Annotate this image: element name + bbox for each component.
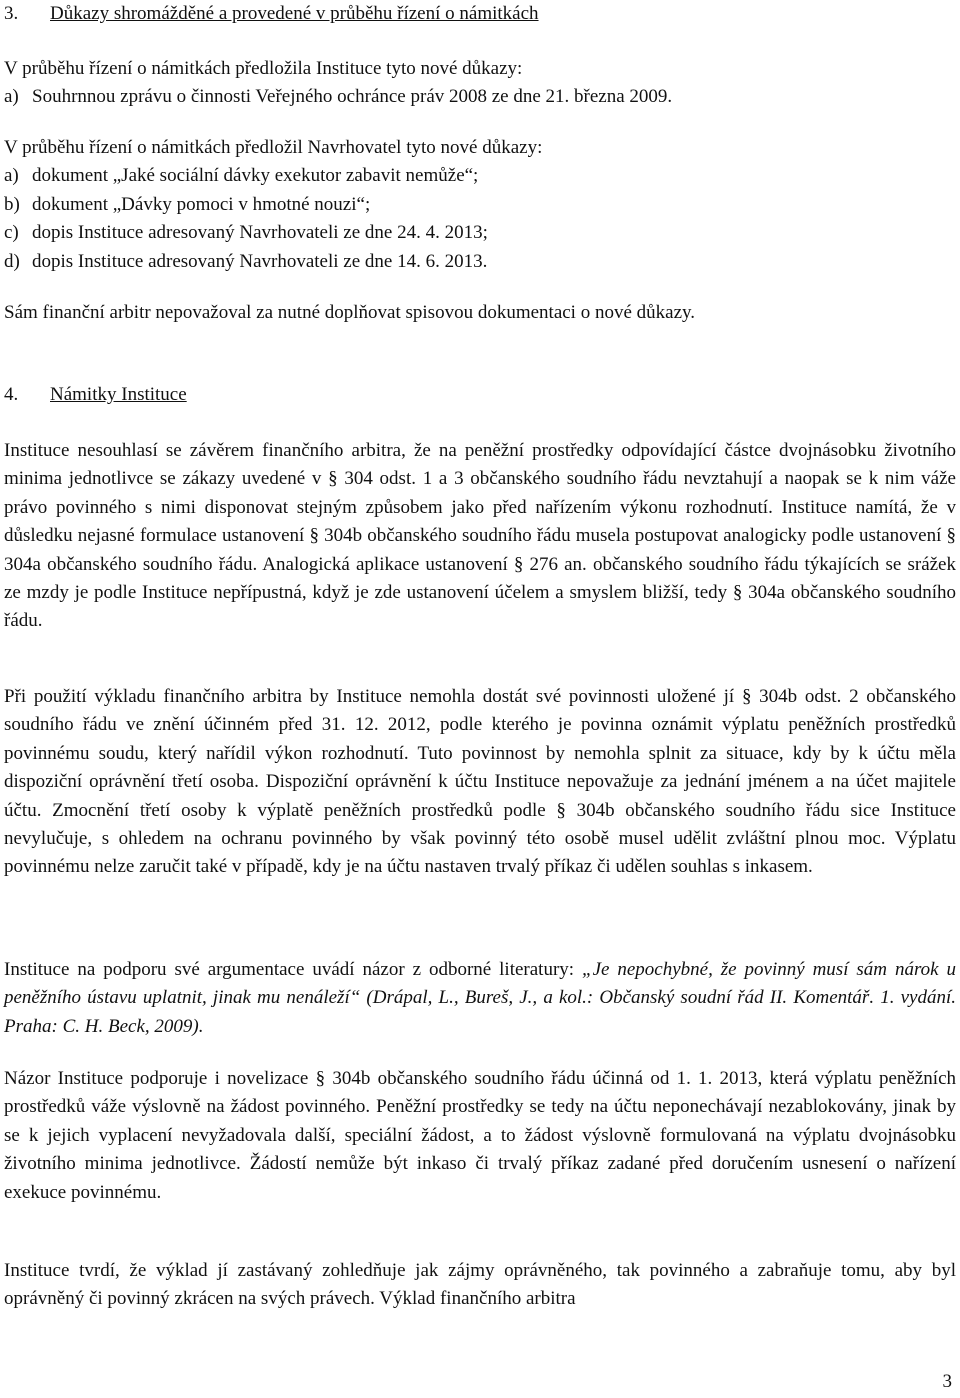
list-text: dopis Instituce adresovaný Navrhovateli ze dne 24. 4. 2013; bbox=[32, 222, 488, 244]
section-4-heading bbox=[4, 381, 187, 409]
literature-lead: Instituce na podporu své argumentace uvádí názor z odborné literatury: bbox=[4, 959, 582, 980]
section-3-number: 3. bbox=[4, 3, 19, 24]
claimant-evidence-item bbox=[4, 248, 956, 276]
section-4-number: 4. bbox=[4, 384, 19, 405]
list-marker: c) bbox=[4, 222, 19, 244]
page-number: 3 bbox=[942, 1370, 952, 1392]
arbiter-note: Sám finanční arbitr nepovažoval za nutné doplňovat spisovou dokumentaci o nové důkazy. bbox=[4, 302, 696, 323]
objection-paragraph-1: Instituce nesouhlasí se závěrem finančního arbitra, že na peněžní prostředky odpovídající částce dvojnásobku životního minima jednotlivce se zákazy uvedené v § 304 odst. 1 a 3 občanského soudního řádu nevztahují a naopak se k nim váže právo povinného s nimi disponovat stejným způsobem jako před nařízením výkonu rozhodnutí. Instituce namítá, že v důsledku nejasné formulace ustanovení § 304b občanského soudního řádu musela postupovat analogicky podle ustanovení § 304a občanského soudního řádu. Analogická aplikace ustanovení § 276 an. občanského soudního řádu týkajících se srážek ze mzdy je podle Instituce nepřípustná, když je zde ustanovení účelem a smyslem bližší, tedy § 304a občanského soudního řádu. bbox=[4, 440, 956, 632]
list-marker: b) bbox=[4, 193, 20, 215]
claimant-evidence-item bbox=[4, 162, 956, 190]
objection-paragraph-5: Instituce tvrdí, že výklad jí zastávaný zohledňuje jak zájmy oprávněného, tak povinného a zabraňuje tomu, aby byl oprávněný či povinný zkrácen na svých právech. Výklad finančního arbitra bbox=[4, 1260, 956, 1310]
objection-paragraph-2: Při použití výkladu finančního arbitra by Instituce nemohla dostát své povinnosti uložené jí § 304b odst. 2 občanského soudního řádu ve znění účinném před 31. 12. 2012, podle kterého je povinna oznámit výplatu peněžních prostředků povinnému soudu, který nařídil výkon rozhodnutí. Tuto povinnost by nemohla splnit za situace, kdy by k účtu měla dispoziční oprávnění třetí osoba. Dispoziční oprávnění k účtu Instituce nepovažuje za jednání jménem a na účet majitele účtu. Zmocnění třetí osoby k výplatě peněžních prostředků podle § 304b občanského soudního řádu sice Instituce nevylučuje, s ohledem na ochranu povinného by však povinný této osobě musel udělit zvláštní plnou moc. Výplatu povinnému nelze zaručit také v případě, kdy je na účtu nastaven trvalý příkaz či udělen souhlas s inkasem. bbox=[4, 686, 956, 878]
section-3-heading bbox=[4, 0, 539, 28]
list-text: dokument „Jaké sociální dávky exekutor zabavit nemůže“; bbox=[32, 165, 479, 187]
list-marker: a) bbox=[4, 86, 19, 108]
institution-evidence-block bbox=[4, 55, 956, 112]
institution-evidence-item bbox=[4, 83, 956, 111]
literature-quote: „Je nepochybné, že povinný musí sám nárok u peněžního ústavu uplatnit, jinak mu nenáleží“ (Drápal, L., Bureš, J., a kol.: Občanský soudní řád II. Komentář. 1. vydání. Praha: C. H. Beck, 2009). bbox=[4, 959, 956, 1037]
section-4-title: Námitky Instituce bbox=[50, 384, 187, 405]
list-text: dopis Instituce adresovaný Navrhovateli ze dne 14. 6. 2013. bbox=[32, 250, 488, 272]
claimant-evidence-intro: V průběhu řízení o námitkách předložil Navrhovatel tyto nové důkazy: bbox=[4, 137, 543, 158]
claimant-evidence-item bbox=[4, 219, 956, 247]
list-marker: a) bbox=[4, 165, 19, 187]
claimant-evidence-block bbox=[4, 134, 956, 276]
list-marker: d) bbox=[4, 250, 20, 272]
list-text: Souhrnnou zprávu o činnosti Veřejného ochránce práv 2008 ze dne 21. března 2009. bbox=[32, 86, 673, 108]
section-3-title: Důkazy shromážděné a provedené v průběhu řízení o námitkách bbox=[50, 3, 539, 24]
objection-paragraph-4: Názor Instituce podporuje i novelizace § 304b občanského soudního řádu účinná od 1. 1. 2013, která výplatu peněžních prostředků váže výslovně na žádost povinného. Peněžní prostředky se tedy na účtu neponechávají nezablokovány, jinak by se k jejich vyplacení nevyžadovala další, speciální žádost, a to žádost výslovně formulovaná na výplatu dvojnásobku životního minima jednotlivce. Žádostí nemůže být inkaso či trvalý příkaz zadané před doručením usnesení o nařízení exekuce povinnému. bbox=[4, 1068, 956, 1203]
claimant-evidence-item bbox=[4, 191, 956, 219]
institution-evidence-intro: V průběhu řízení o námitkách předložila Instituce tyto nové důkazy: bbox=[4, 58, 523, 79]
objection-paragraph-3 bbox=[4, 956, 956, 1041]
list-text: dokument „Dávky pomoci v hmotné nouzi“; bbox=[32, 193, 371, 215]
